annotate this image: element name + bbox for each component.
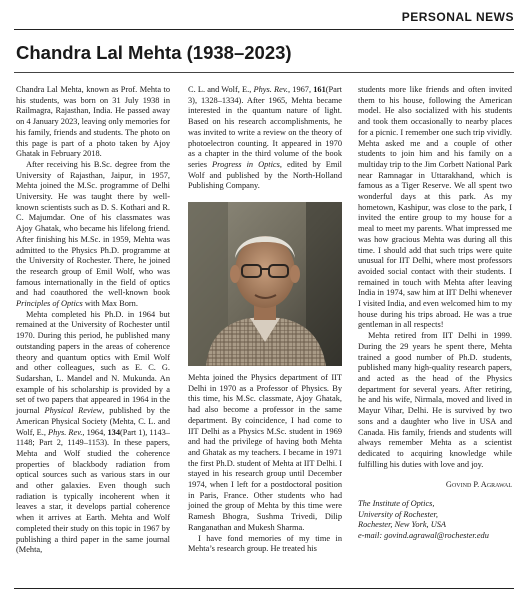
author-signature: Govind P. Agrawal bbox=[445, 480, 512, 490]
paragraph: C. L. and Wolf, E., Phys. Rev., 1967, 161(Part 3), 1328–1334). After 1965, Mehta became interested in the quantum nature of light. Based on his research accomplishments, he was invited to write a review on the theory of photoelectron counting. It appeared in 1970 as a chapter in the third volume of the book series Progress in Optics, edited by Emil Wolf and published by the North-Holland Publishing Company. bbox=[188, 85, 342, 191]
paragraph: Mehta joined the Physics department of IIT Delhi in 1970 as a Professor of Physics. By this time, his M.Sc. classmate, Ajoy Ghatak, had also become a professor in the same department. By coincidence, I had come to IIT Delhi as a Physics M.Sc. student in 1969 and had the privilege of having both Mehta and Ghatak as my teachers. I became in 1971 the first Ph.D. student of Mehta at IIT Delhi. I stayed in his research group until December 1974, when I left for a postdoctoral position in Paris, France. Other students who had joined the group of Mehta by this time were Ramesh Bhogra, Sushma Trivedi, Dilip Ranganathan and Mukesh Sharma. bbox=[188, 373, 342, 532]
paragraph: Chandra Lal Mehta, known as Prof. Mehta to his students, was born on 31 July 1938 in Railmagra, Rajasthan, India. He passed away on 4 January 2023, leaving only memories for his family, friends and students. The photo on this page is part of a photo taken by Ajoy Ghatak in February 2018. bbox=[16, 85, 170, 159]
author-affiliation: The Institute of Optics, University of Rochester, Rochester, New York, USA e-mail: govind.agrawal@rochester.edu bbox=[358, 499, 489, 540]
column-3 bbox=[358, 85, 512, 541]
paragraph: Mehta retired from IIT Delhi in 1999. During the 29 years he spent there, Mehta trained a good number of Ph.D. students, published many high-quality research papers, and acted as the head of the Physics department for several years. After retiring, he and his wife, Nirmala, moved and lived in Mayur Vihar, Delhi. He is survived by two sons and a daughter who live in USA and Canada. His family, friends and students will always remember Mehta as a scientist dedicated to acquiring knowledge while fulfilling his duties with love and joy. bbox=[358, 331, 512, 469]
paragraph: After receiving his B.Sc. degree from the University of Rajasthan, Jaipur, in 1957, Mehta joined the M.Sc. programme of Delhi University. He was taught there by well-known scientists such as D. S. Kothari and R. C. Majumdar. One of his classmates was Ajoy Ghatak, who became his lifelong friend. After finishing his M.Sc. in 1959, Mehta was admitted to the Physics Ph.D. programme at the University of Rochester. There, he joined the research group of Emil Wolf, who was famous internationally in the field of optics and had coauthored the well-known book Principles of Optics with Max Born. bbox=[16, 159, 170, 309]
paragraph: I have fond memories of my time in Mehta’s research group. He treated his bbox=[188, 533, 342, 554]
paragraph: Mehta completed his Ph.D. in 1964 but remained at the University of Rochester until 1970. During this period, he published many outstanding papers in the areas of coherence theory and quantum optics with Emil Wolf and other colleagues, such as E. C. G. Sudarshan, L. Mandel and N. Mukunda. An example of his scholarship is provided by a set of two papers that appeared in 1964 in the journal Physical Review, published by the American Physical Society (Mehta, C. L. and Wolf, E., Phys. Rev., 1964, 134(Part 1), 1143–1148; Part 2, 1149–1153). In these papers, Mehta and Wolf studied the coherence properties of blackbody radiation from optical sources such as various stars in our and other galaxies. Even though such radiation is typically incoherent when it leaves a star, it develops partial coherence when it arrives at Earth. Mehta and Wolf completed their study on this topic in 1967 by publishing a third paper in the same journal (Mehta, bbox=[16, 309, 170, 555]
footer-rule bbox=[14, 588, 514, 589]
section-label: PERSONAL NEWS bbox=[401, 10, 514, 24]
portrait-photo bbox=[188, 202, 342, 366]
title-rule bbox=[14, 72, 514, 73]
column-1 bbox=[16, 85, 170, 556]
column-2 bbox=[188, 85, 342, 555]
article-title: Chandra Lal Mehta (1938–2023) bbox=[16, 42, 292, 63]
paragraph: students more like friends and often invited them to his house, following the American model. He also socialized with his students and took them occasionally to nearby places for a picnic. I remember one such trip vividly. Mehta asked me and a couple of other students to join him and his family on a multiday trip to the Jim Corbett National Park near Ramnagar in Uttarakhand, which is famous as a Tiger Reserve. We all spent two wonderful days at this park. As my hometown, Kashipur, was close to the park, I invited the entire group to my house for a meal to meet my parents. What impressed me was how gracious Mehta was during all this time. I should add that such trips were quite unusual for IIT Delhi, where most professors avoided social contact with their students. I remained in touch with Mehta after leaving India in 1974, saw him at IIT Delhi whenever I visited India, and even welcomed him to my house during his trips abroad. He was a true gentleman in all respects! bbox=[358, 85, 512, 330]
author-email[interactable]: e-mail: govind.agrawal@rochester.edu bbox=[358, 530, 489, 540]
header-rule bbox=[14, 29, 514, 30]
